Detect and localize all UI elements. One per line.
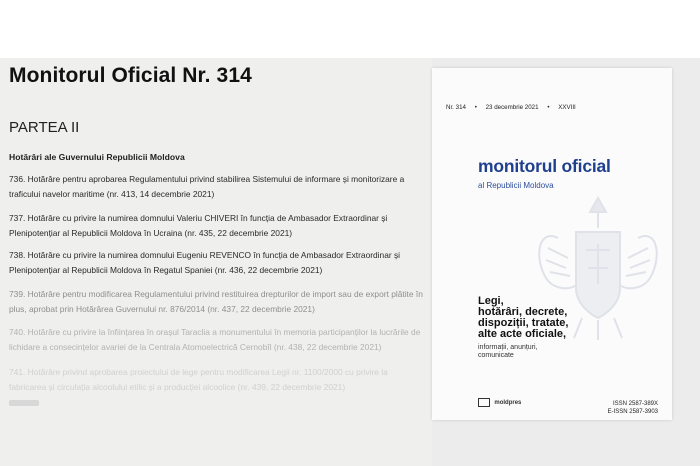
cover-date: 23 decembrie 2021: [485, 104, 539, 111]
list-item[interactable]: 741. Hotărâre privind aprobarea proiectului de lege pentru modificarea Legii nr. 1100/2000 cu privire la fabricarea și circulația alcoolului etilic și a producției alcoolice (nr. 439, 22 decembrie 2021): [9, 367, 388, 392]
cover-title: monitorul oficial: [478, 156, 611, 176]
part-heading: PARTEA II: [9, 119, 80, 136]
issn: ISSN 2587-389X: [612, 401, 658, 407]
list-item[interactable]: 736. Hotărâre pentru aprobarea Regulamentului privind stabilirea Sistemului de informare și monitorizare a traficului navelor maritime (nr. 413, 14 decembrie 2021): [9, 174, 405, 199]
cover-meta: Nr. 314 • 23 decembrie 2021 • XXVIII: [446, 104, 576, 111]
cover-number: Nr. 314: [446, 104, 466, 111]
page-title: Monitorul Oficial Nr. 314: [9, 64, 252, 87]
cover-image: [432, 68, 672, 420]
publisher-icon: [478, 398, 490, 407]
cover-description-sub: informații, anunțuri, comunicate: [478, 344, 538, 359]
eissn: E-ISSN 2587-3903: [607, 409, 658, 415]
section-heading: Hotărâri ale Guvernului Republicii Moldova: [9, 152, 185, 162]
list-item[interactable]: 738. Hotărâre cu privire la numirea domnului Eugeniu REVENCO în funcția de Ambasador Extraordinar și Plenipotențiar al Republicii Moldova în Regatul Spaniei (nr. 436, 22 decembrie 2021): [9, 250, 401, 275]
cover-subtitle: al Republicii Moldova: [478, 181, 554, 190]
publisher-logo: moldpres: [478, 398, 521, 407]
issn-block: [608, 400, 658, 416]
list-item[interactable]: 739. Hotărâre pentru modificarea Regulamentului privind restituirea drepturilor de import sau de export plătite în plus, aprobat prin Hotărârea Guvernului nr. 876/2014 (nr. 437, 22 decembrie 2021): [9, 289, 423, 314]
cover-description: Legi, hotărâri, decrete, dispoziții, tratate, alte acte oficiale,: [478, 295, 569, 340]
faded-text-placeholder: [9, 400, 39, 406]
list-item[interactable]: 740. Hotărâre cu privire la înființarea în orașul Taraclia a monumentului în memoria participanților la lucrările de lichidare a consecințelor avariei de la Centrala Atomoelectrică Cernobîl (nr. 438, 22 decembrie 2021): [9, 327, 421, 352]
list-item[interactable]: 737. Hotărâre cu privire la numirea domnului Valeriu CHIVERI în funcția de Ambasador Extraordinar și Plenipotențiar al Republicii Moldova în Ucraina (nr. 435, 22 decembrie 2021): [9, 213, 388, 238]
cover-panel: [432, 58, 700, 466]
cover-volume: XXVIII: [558, 104, 576, 111]
